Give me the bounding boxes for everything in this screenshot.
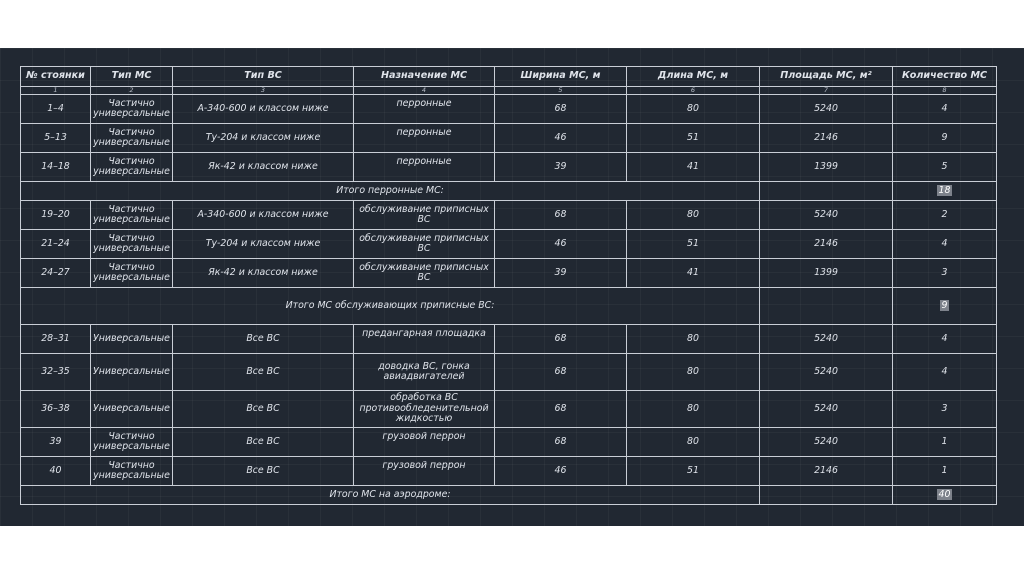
- grand-total-label: Итого МС на аэродроме:: [21, 486, 760, 505]
- count-cell: 1: [893, 428, 997, 457]
- grand-total-value: 40: [938, 488, 951, 500]
- length-cell: 80: [627, 428, 760, 457]
- aircraft-cell: Все ВС: [173, 325, 354, 354]
- purpose-text: грузовой перрон: [382, 430, 466, 442]
- aircraft-cell: Все ВС: [173, 428, 354, 457]
- subtotal-label: Итого перронные МС:: [21, 182, 760, 201]
- purpose-cell: [354, 325, 495, 354]
- header-ms-type: Тип МС: [91, 67, 173, 87]
- area-cell: 2146: [760, 124, 893, 153]
- length-cell: 80: [627, 391, 760, 428]
- header-length: Длина МС, м: [627, 67, 760, 87]
- table-row: [21, 354, 997, 391]
- ms-type-cell: Частично универсальные: [91, 201, 173, 230]
- aircraft-cell: Ту-204 и классом ниже: [173, 230, 354, 259]
- purpose-text: предангарная площадка: [362, 327, 486, 339]
- ms-type-cell: Частично универсальные: [91, 153, 173, 182]
- table-row: [21, 259, 997, 288]
- length-cell: 41: [627, 259, 760, 288]
- length-cell: 51: [627, 230, 760, 259]
- length-cell: 80: [627, 325, 760, 354]
- table-row: [21, 391, 997, 428]
- count-cell: 9: [893, 124, 997, 153]
- width-cell: 46: [495, 230, 627, 259]
- purpose-cell: [354, 457, 495, 486]
- stand-cell: 24–27: [21, 259, 91, 288]
- col-number: 7: [760, 87, 893, 95]
- purpose-text: перронные: [396, 97, 452, 109]
- count-cell: 2: [893, 201, 997, 230]
- cad-drawing-area: [0, 48, 1024, 526]
- ms-type-cell: Частично универсальные: [91, 124, 173, 153]
- stand-cell: 39: [21, 428, 91, 457]
- table-row: [21, 230, 997, 259]
- count-cell: 4: [893, 325, 997, 354]
- subtotal-value-cell: [893, 182, 997, 201]
- count-cell: 3: [893, 391, 997, 428]
- subtotal-empty: [760, 288, 893, 325]
- aircraft-cell: А-340-600 и классом ниже: [173, 95, 354, 124]
- table-row: [21, 457, 997, 486]
- ms-type-cell: Частично универсальные: [91, 230, 173, 259]
- subtotal-row: [21, 288, 997, 325]
- header-count: Количество МС: [893, 67, 997, 87]
- header-stand: № стоянки: [21, 67, 91, 87]
- width-cell: 46: [495, 124, 627, 153]
- aircraft-cell: А-340-600 и классом ниже: [173, 201, 354, 230]
- stand-cell: 1–4: [21, 95, 91, 124]
- width-cell: 68: [495, 354, 627, 391]
- length-cell: 80: [627, 201, 760, 230]
- count-cell: 3: [893, 259, 997, 288]
- ms-type-cell: Частично универсальные: [91, 428, 173, 457]
- purpose-cell: обслуживание приписных ВС: [354, 259, 495, 288]
- table-row: [21, 325, 997, 354]
- stand-cell: 14–18: [21, 153, 91, 182]
- subtotal-value: 9: [941, 299, 948, 311]
- purpose-cell: [354, 153, 495, 182]
- area-cell: 5240: [760, 428, 893, 457]
- area-cell: 5240: [760, 354, 893, 391]
- length-cell: 80: [627, 354, 760, 391]
- table-row: [21, 201, 997, 230]
- area-cell: 5240: [760, 95, 893, 124]
- col-number: 6: [627, 87, 760, 95]
- aircraft-cell: Все ВС: [173, 354, 354, 391]
- purpose-text: перронные: [396, 126, 452, 138]
- count-cell: 5: [893, 153, 997, 182]
- grand-total-row: [21, 486, 997, 505]
- area-cell: 5240: [760, 391, 893, 428]
- length-cell: 51: [627, 124, 760, 153]
- col-number: 4: [354, 87, 495, 95]
- area-cell: 1399: [760, 153, 893, 182]
- col-number: 5: [495, 87, 627, 95]
- column-number-row: [21, 87, 997, 95]
- length-cell: 80: [627, 95, 760, 124]
- purpose-cell: обслуживание приписных ВС: [354, 230, 495, 259]
- subtotal-value: 18: [938, 184, 951, 196]
- length-cell: 41: [627, 153, 760, 182]
- aircraft-cell: Як-42 и классом ниже: [173, 153, 354, 182]
- subtotal-row: [21, 182, 997, 201]
- subtotal-label: Итого МС обслуживающих приписные ВС:: [21, 288, 760, 325]
- area-cell: 1399: [760, 259, 893, 288]
- width-cell: 68: [495, 325, 627, 354]
- stand-cell: 40: [21, 457, 91, 486]
- ms-type-cell: Универсальные: [91, 354, 173, 391]
- stand-cell: 19–20: [21, 201, 91, 230]
- col-number: 3: [173, 87, 354, 95]
- purpose-cell: обработка ВС противообледенительной жидкостью: [354, 391, 495, 428]
- aircraft-cell: Ту-204 и классом ниже: [173, 124, 354, 153]
- width-cell: 68: [495, 428, 627, 457]
- purpose-text: перронные: [396, 155, 452, 167]
- width-cell: 46: [495, 457, 627, 486]
- purpose-cell: [354, 428, 495, 457]
- col-number: 2: [91, 87, 173, 95]
- ms-type-cell: Частично универсальные: [91, 457, 173, 486]
- aircraft-cell: Все ВС: [173, 391, 354, 428]
- width-cell: 68: [495, 201, 627, 230]
- col-number: 1: [21, 87, 91, 95]
- parking-stands-table: [20, 66, 997, 505]
- aircraft-cell: Все ВС: [173, 457, 354, 486]
- width-cell: 68: [495, 95, 627, 124]
- header-area: Площадь МС, м²: [760, 67, 893, 87]
- col-number: 8: [893, 87, 997, 95]
- area-cell: 2146: [760, 230, 893, 259]
- ms-type-cell: Универсальные: [91, 391, 173, 428]
- stand-cell: 5–13: [21, 124, 91, 153]
- header-purpose: Назначение МС: [354, 67, 495, 87]
- purpose-cell: обслуживание приписных ВС: [354, 201, 495, 230]
- purpose-cell: [354, 124, 495, 153]
- area-cell: 5240: [760, 201, 893, 230]
- ms-type-cell: Частично универсальные: [91, 259, 173, 288]
- area-cell: 5240: [760, 325, 893, 354]
- purpose-cell: доводка ВС, гонка авиадвигателей: [354, 354, 495, 391]
- header-row: [21, 67, 997, 87]
- width-cell: 39: [495, 153, 627, 182]
- header-aircraft-type: Тип ВС: [173, 67, 354, 87]
- length-cell: 51: [627, 457, 760, 486]
- stand-cell: 36–38: [21, 391, 91, 428]
- stand-cell: 28–31: [21, 325, 91, 354]
- subtotal-value-cell: [893, 288, 997, 325]
- purpose-cell: [354, 95, 495, 124]
- table-row: [21, 124, 997, 153]
- grand-total-empty: [760, 486, 893, 505]
- count-cell: 4: [893, 354, 997, 391]
- count-cell: 4: [893, 230, 997, 259]
- width-cell: 39: [495, 259, 627, 288]
- table-row: [21, 95, 997, 124]
- table-row: [21, 428, 997, 457]
- ms-type-cell: Частично универсальные: [91, 95, 173, 124]
- width-cell: 68: [495, 391, 627, 428]
- table-row: [21, 153, 997, 182]
- subtotal-empty: [760, 182, 893, 201]
- stand-cell: 21–24: [21, 230, 91, 259]
- ms-type-cell: Универсальные: [91, 325, 173, 354]
- grand-total-value-cell: [893, 486, 997, 505]
- area-cell: 2146: [760, 457, 893, 486]
- header-width: Ширина МС, м: [495, 67, 627, 87]
- aircraft-cell: Як-42 и классом ниже: [173, 259, 354, 288]
- count-cell: 4: [893, 95, 997, 124]
- purpose-text: грузовой перрон: [382, 459, 466, 471]
- count-cell: 1: [893, 457, 997, 486]
- stand-cell: 32–35: [21, 354, 91, 391]
